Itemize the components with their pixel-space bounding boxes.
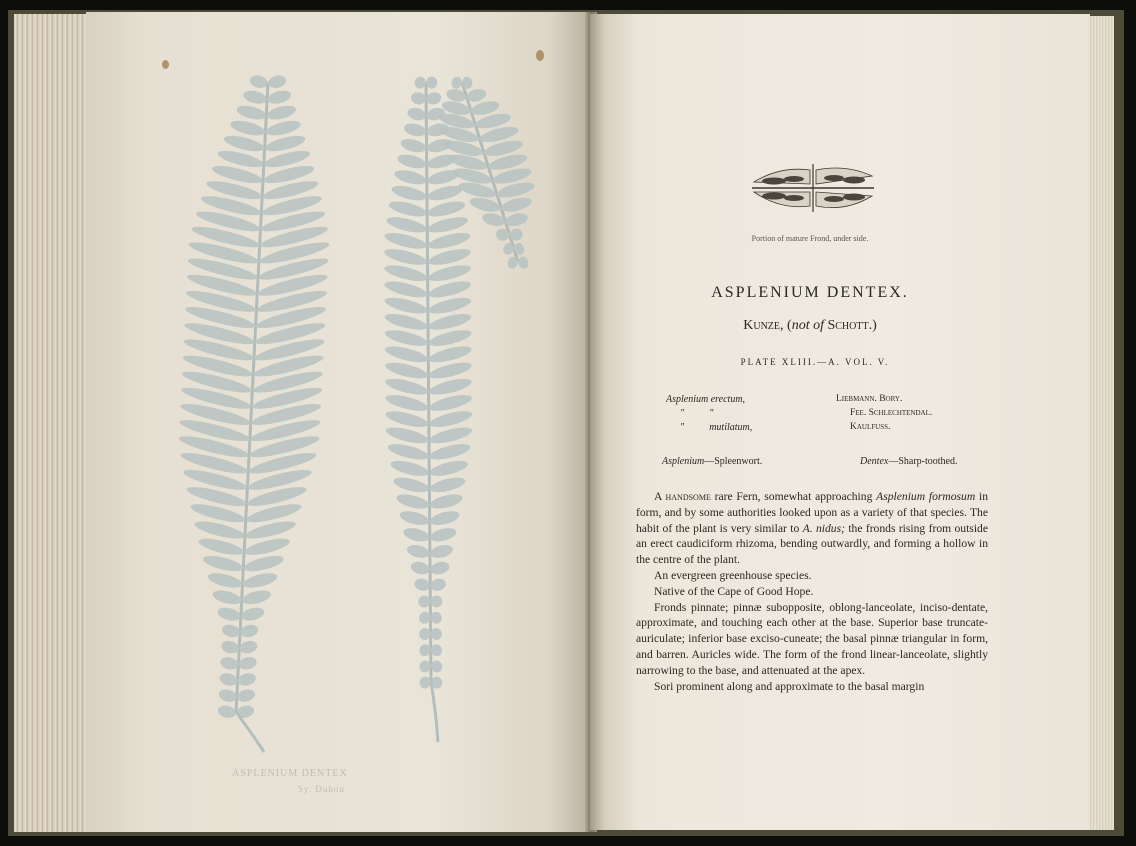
author-line: Kunze, (not of Schott.)	[743, 318, 877, 333]
left-page-edges	[14, 14, 94, 832]
fern-illustration	[86, 12, 590, 832]
fern-stipe	[431, 682, 438, 742]
fern-frond	[177, 74, 330, 720]
paragraph: Sori prominent along and approximate to the basal margin	[654, 679, 925, 693]
right-page-text	[590, 14, 1090, 830]
etymology-left: Asplenium—Spleenwort.	[662, 456, 763, 467]
synonym-row: " mutilatum, Kaulfuss.	[680, 422, 891, 433]
synonym-row: Asplenium erectum, Liebmann. Bory.	[666, 394, 903, 405]
right-page-edges	[1088, 16, 1114, 830]
etymology-right: Dentex—Sharp-toothed.	[860, 456, 958, 467]
fern-frond	[383, 75, 474, 689]
fern-stipe	[236, 712, 264, 752]
faded-plate-sub: Sy. Duhou	[298, 784, 345, 794]
description-body	[636, 489, 988, 694]
page-title: ASPLENIUM DENTEX.	[711, 284, 909, 301]
synonym-row: " " Fee. Schlechtendal.	[680, 408, 933, 419]
frond-detail-figure	[750, 160, 876, 216]
paragraph: Native of the Cape of Good Hope.	[654, 584, 814, 598]
left-page-plate	[86, 12, 590, 832]
paragraph: An evergreen greenhouse species.	[654, 568, 812, 582]
faded-plate-label: ASPLENIUM DENTEX	[232, 768, 348, 779]
paragraph: A handsome rare Fern, somewhat approaching Asplenium formosum in form, and by some authorities looked upon as a variety of that species. The habit of the plant is very similar to A. nidus; the fronds rising from outside an erect caudiciform rhizoma, bending outwardly, and forming a hollow in the centre of the plant.	[636, 490, 989, 567]
synonym-list	[666, 394, 1006, 436]
plate-line: PLATE XLIII.—A. VOL. V.	[740, 357, 890, 367]
paragraph: Fronds pinnate; pinnæ subopposite, oblong-lanceolate, inciso-dentate, approximate, and touching each other at the base. Superior base truncate-auriculate; inferior base exciso-cuneate; the basal pinnæ triangular in form, and barren. Auricles wide. The form of the frond linear-lanceolate, slightly narrowing to the base, and attenuated at the apex.	[636, 600, 988, 677]
figure-caption: Portion of mature Frond, under side.	[751, 234, 869, 243]
